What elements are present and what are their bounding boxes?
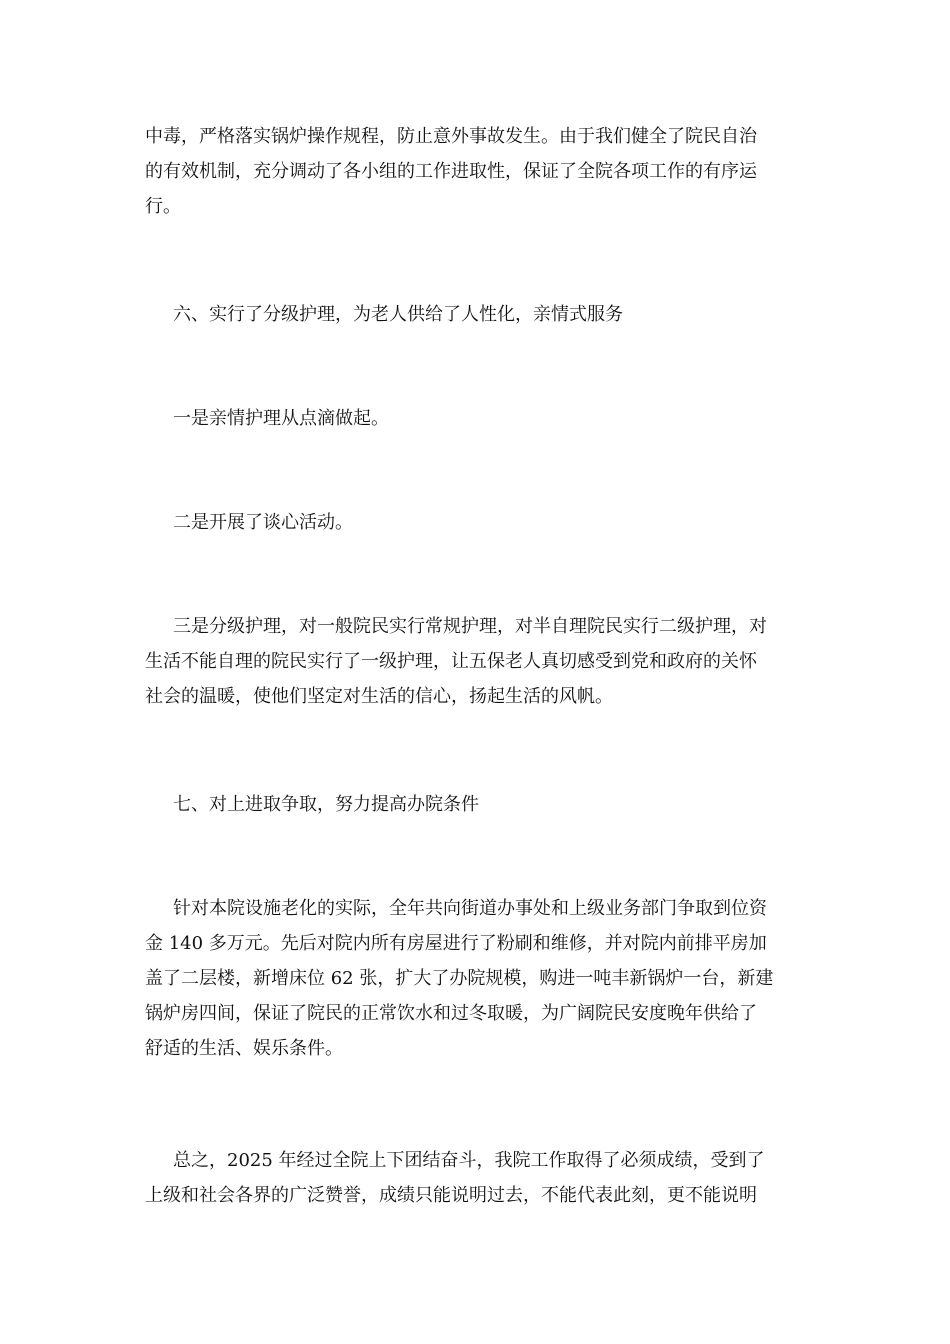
paragraph-item-one — [145, 401, 810, 436]
text-line: 锅炉房四间，保证了院民的正常饮水和过冬取暖，为广阔院民安度晚年供给了 — [145, 1003, 757, 1024]
heading-text: 六、实行了分级护理，为老人供给了人性化，亲情式服务 — [173, 304, 623, 325]
text-line: 社会的温暖，使他们坚定对生活的信心，扬起生活的风帆。 — [145, 686, 613, 707]
paragraph-boiler-safety — [145, 119, 810, 224]
section-heading-six — [145, 297, 810, 332]
section-heading-seven — [145, 787, 810, 822]
text-line: 上级和社会各界的广泛赞誉，成绩只能说明过去，不能代表此刻，更不能说明 — [145, 1185, 757, 1206]
paragraph-funding — [145, 891, 810, 1066]
text-line: 的有效机制，充分调动了各小组的工作进取性，保证了全院各项工作的有序运 — [145, 161, 757, 182]
text-line: 二是开展了谈心活动。 — [173, 512, 353, 533]
text-line: 三是分级护理，对一般院民实行常规护理，对半自理院民实行二级护理，对 — [173, 616, 767, 637]
text-line: 针对本院设施老化的实际，全年共向街道办事处和上级业务部门争取到位资 — [173, 898, 767, 919]
paragraph-summary — [145, 1143, 810, 1213]
paragraph-item-two — [145, 505, 810, 540]
text-line: 生活不能自理的院民实行了一级护理，让五保老人真切感受到党和政府的关怀 — [145, 651, 757, 672]
text-line: 行。 — [145, 196, 181, 217]
text-line: 舒适的生活、娱乐条件。 — [145, 1038, 343, 1059]
text-line: 金 140 多万元。先后对院内所有房屋进行了粉刷和维修，并对院内前排平房加 — [145, 933, 767, 954]
text-line: 盖了二层楼，新增床位 62 张，扩大了办院规模，购进一吨丰新锅炉一台，新建 — [145, 968, 774, 989]
text-line: 一是亲情护理从点滴做起。 — [173, 408, 389, 429]
paragraph-item-three — [145, 609, 810, 714]
heading-text: 七、对上进取争取，努力提高办院条件 — [173, 794, 479, 815]
text-line: 中毒，严格落实锅炉操作规程，防止意外事故发生。由于我们健全了院民自治 — [145, 126, 757, 147]
text-line: 总之，2025 年经过全院上下团结奋斗，我院工作取得了必须成绩，受到了 — [173, 1150, 765, 1171]
